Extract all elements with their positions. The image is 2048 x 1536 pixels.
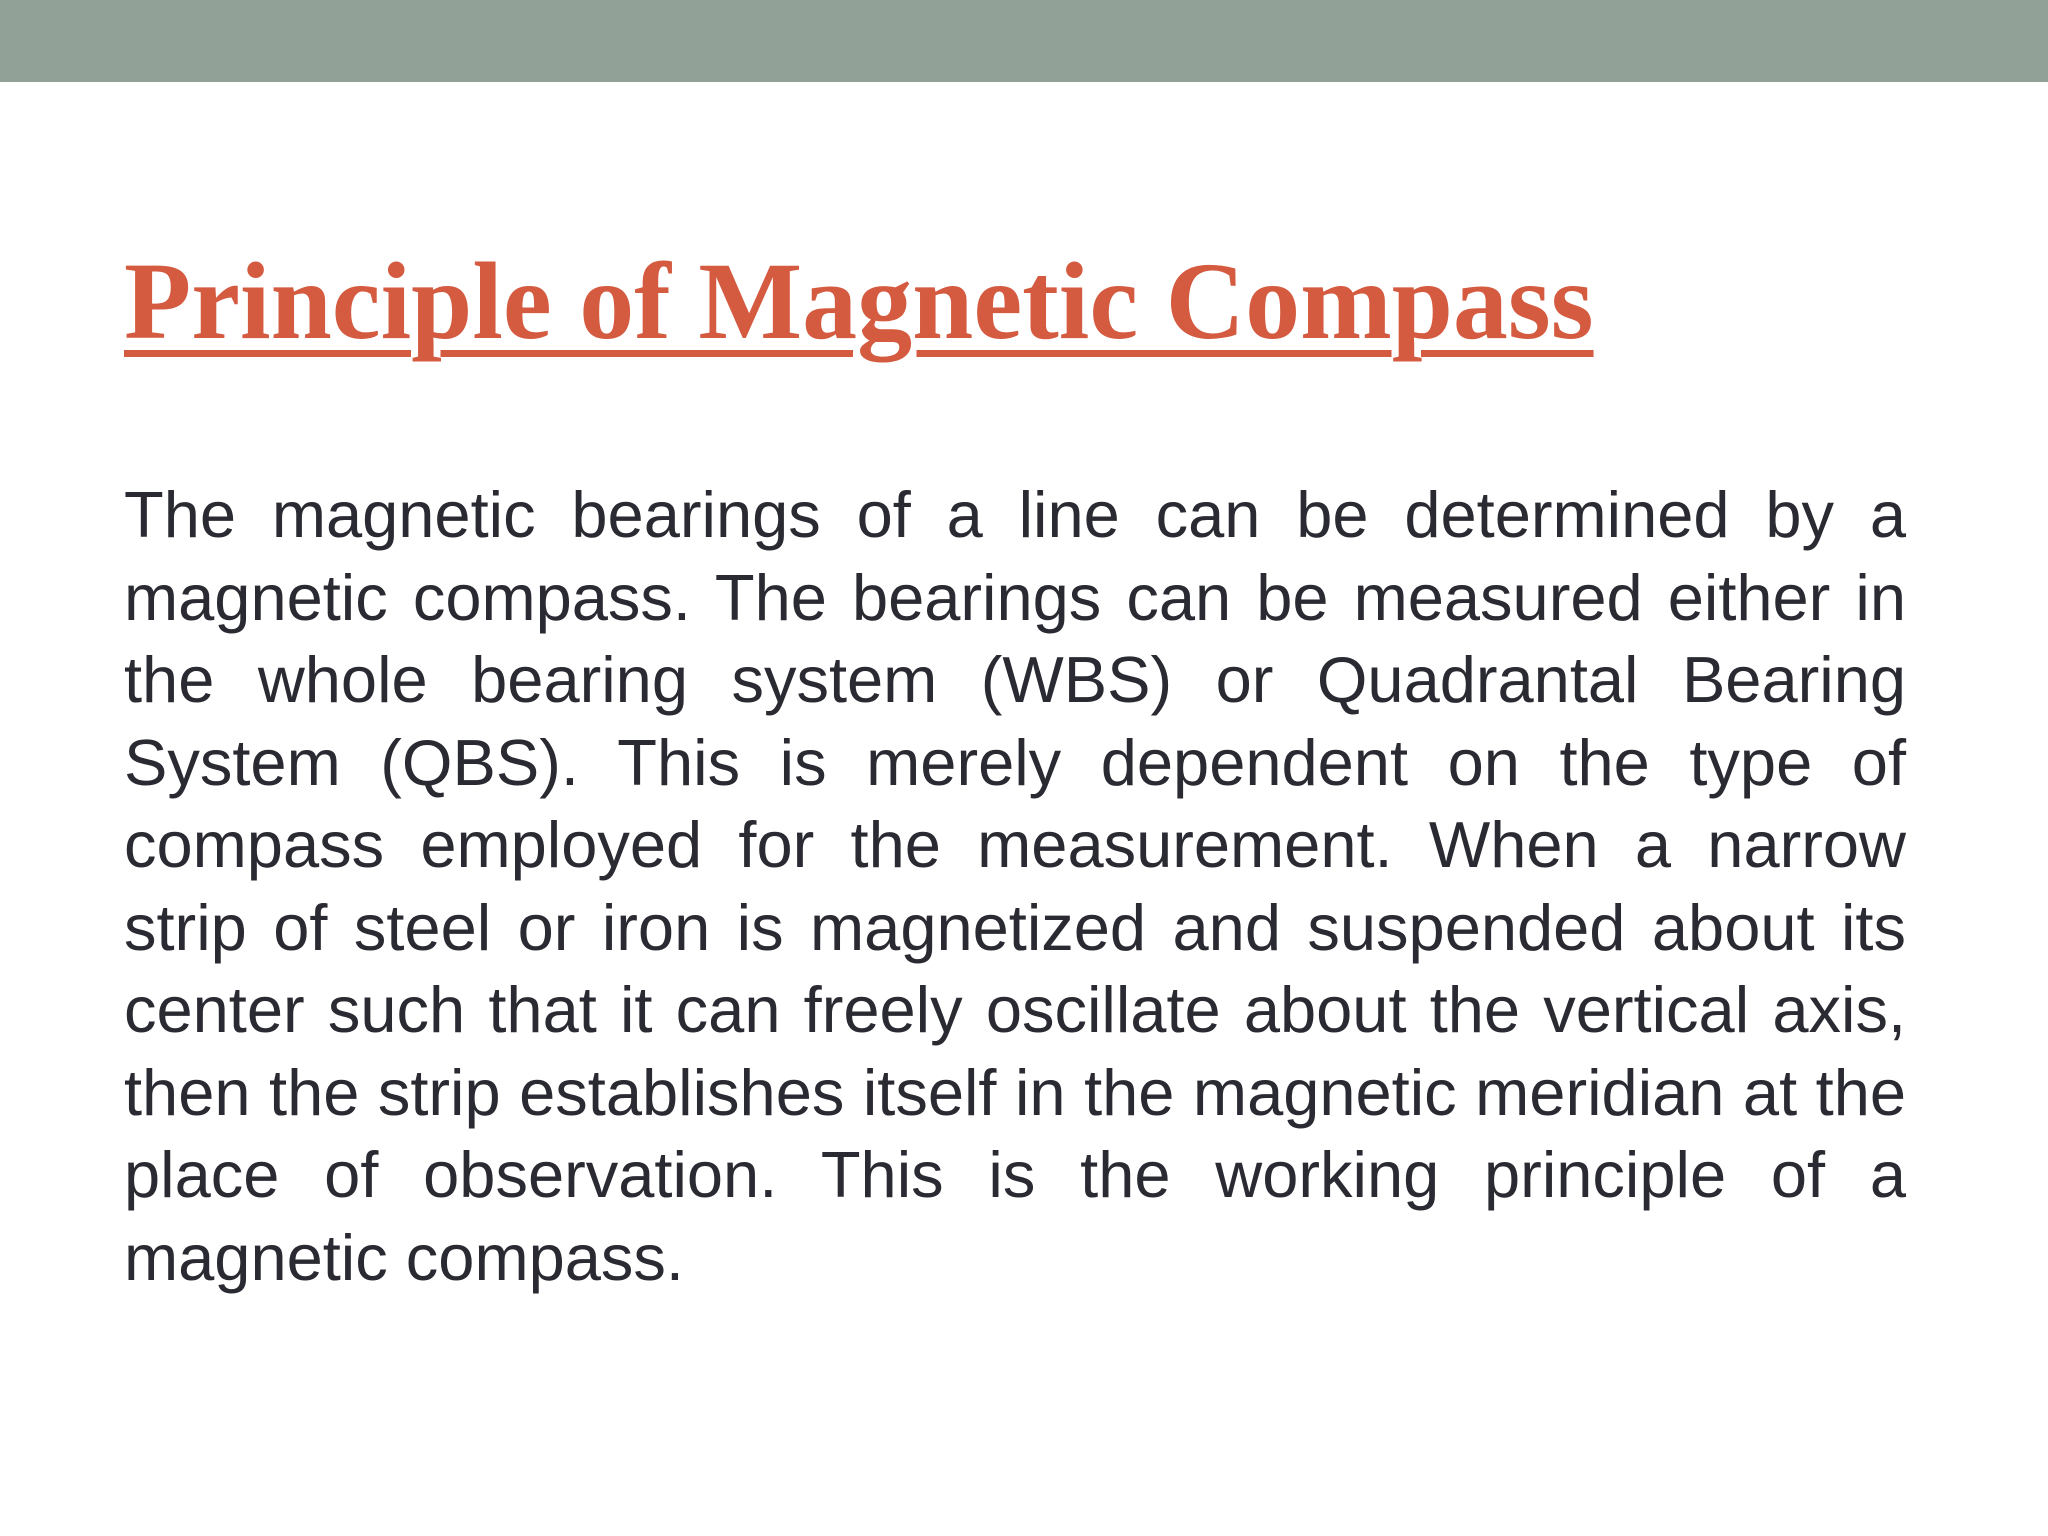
slide-title: Principle of Magnetic Compass [124,240,1594,362]
header-band [0,0,2048,82]
slide-body-text: The magnetic bearings of a line can be determined by a magnetic compass. The bearings can be measured either in the whole bearing system (WBS) or Quadrantal Bearing System (QBS). This is merely dependent on the type of compass employed for the measurement. When a narrow strip of steel or iron is magnetized and suspended about its center such that it can freely oscillate about the vertical axis, then the strip establishes itself in the magnetic meridian at the place of observation. This is the working principle of a magnetic compass. [124,478,1906,1294]
